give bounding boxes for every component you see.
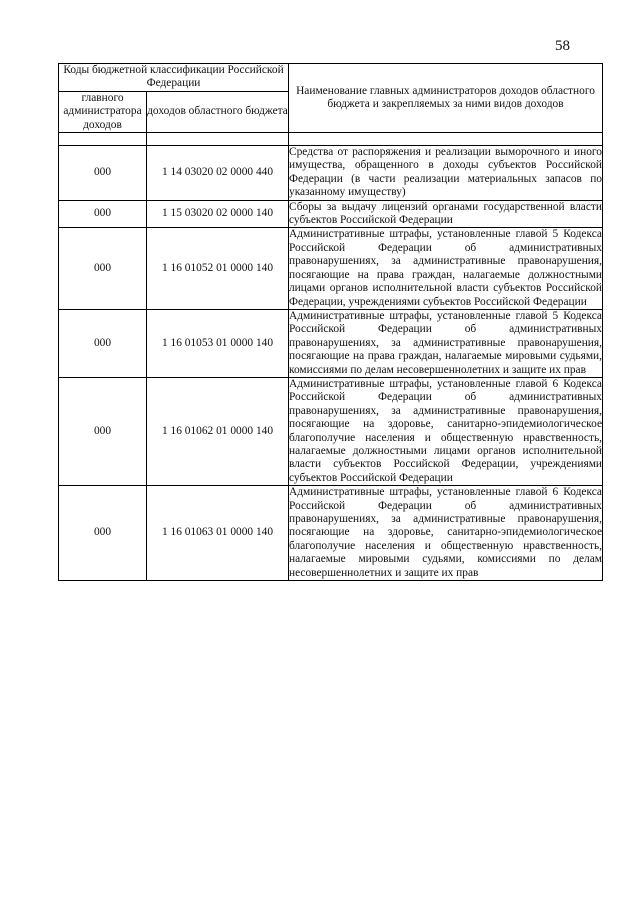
income-code-cell: 1 16 01063 01 0000 140 xyxy=(147,486,289,581)
admin-code-cell: 000 xyxy=(59,200,147,228)
header-names-column: Наименование главных администраторов доходов областного бюджета и закрепляемых за ними видов доходов xyxy=(289,64,603,133)
header-admin-column: главного администратора доходов xyxy=(59,91,147,132)
table-header-row xyxy=(59,64,603,92)
admin-code-cell: 000 xyxy=(59,146,147,201)
admin-code-cell: 000 xyxy=(59,486,147,581)
income-name-cell: Административные штрафы, установленные главой 6 Кодекса Российской Федерации об административных правонарушениях, за административные правонарушения, посягающие на здоровье, санитарно-эпидемиологическое благополучие населения и общественную нравственность, налагаемые мировыми судьями, комиссиями по делам несовершеннолетних и защите их прав xyxy=(289,486,602,579)
admin-code-cell: 000 xyxy=(59,228,147,309)
income-code-cell: 1 16 01052 01 0000 140 xyxy=(147,228,289,309)
table-row xyxy=(59,228,603,309)
table-row xyxy=(59,309,603,377)
table-row xyxy=(59,377,603,485)
income-name-cell: Административные штрафы, установленные главой 5 Кодекса Российской Федерации об административных правонарушениях, за административные правонарушения, посягающие на права граждан, налагаемые мировыми судьями, комиссиями по делам несовершеннолетних и защите их прав xyxy=(289,309,602,376)
admin-code-cell: 000 xyxy=(59,309,147,377)
admin-code-cell: 000 xyxy=(59,377,147,485)
spacer-cell xyxy=(59,133,147,146)
header-income-column: доходов областного бюджета xyxy=(147,91,289,132)
income-name-cell: Административные штрафы, установленные главой 6 Кодекса Российской Федерации об административных правонарушениях, за административные правонарушения, посягающие на здоровье, санитарно-эпидемиологическое благополучие населения и общественную нравственность, налагаемые должностными лицами органов исполнительной власти субъектов Российской Федерации, учреждениями субъектов Российской Федерации xyxy=(289,377,602,484)
income-code-cell: 1 16 01053 01 0000 140 xyxy=(147,309,289,377)
income-name-cell: Средства от распоряжения и реализации выморочного и иного имущества, обращенного в доходы субъектов Российской Федерации (в части реализации материальных запасов по указанному имуществу) xyxy=(289,146,602,199)
table-spacer-row xyxy=(59,133,603,146)
table-row xyxy=(59,200,603,228)
income-code-cell: 1 15 03020 02 0000 140 xyxy=(147,200,289,228)
income-code-cell: 1 16 01062 01 0000 140 xyxy=(147,377,289,485)
income-code-cell: 1 14 03020 02 0000 440 xyxy=(147,146,289,201)
table-row xyxy=(59,146,603,201)
spacer-cell xyxy=(289,133,603,146)
page-number: 58 xyxy=(555,38,570,54)
spacer-cell xyxy=(147,133,289,146)
income-name-cell: Административные штрафы, установленные главой 5 Кодекса Российской Федерации об административных правонарушениях, за административные правонарушения, посягающие на права граждан, налагаемые должностными лицами органов исполнительной власти субъектов Российской Федерации, учреждениями субъектов Российской Федерации xyxy=(289,228,602,308)
table-row xyxy=(59,486,603,581)
income-name-cell: Сборы за выдачу лицензий органами государственной власти субъектов Российской Федерации xyxy=(289,200,602,227)
budget-classification-table xyxy=(58,63,603,581)
header-codes-group: Коды бюджетной классификации Российской Федерации xyxy=(59,64,289,92)
